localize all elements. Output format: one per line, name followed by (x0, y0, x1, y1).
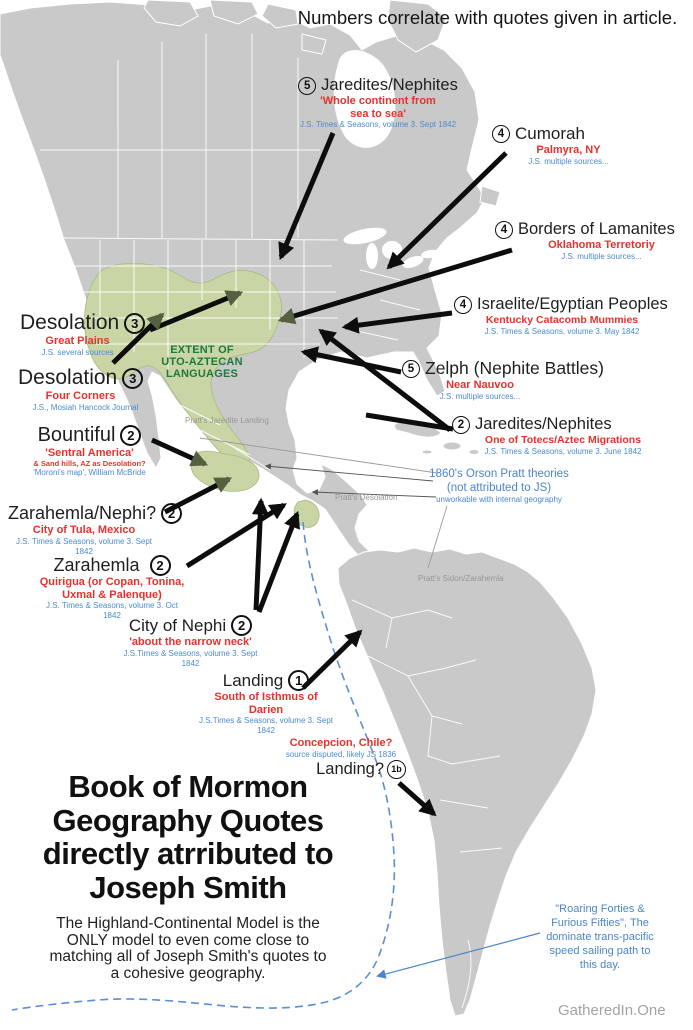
callout-source: J.S. multiple sources... (561, 251, 642, 261)
number-badge: 3 (124, 313, 145, 334)
orson-pratt-note: 1860's Orson Pratt theories (not attributed to JS) unworkable with internal geography (429, 468, 569, 504)
roaring-forties-note: "Roaring Forties & Furious Fifties", The dominate trans-pacific speed sailing path to this day. (546, 903, 654, 971)
callout-red-note: sea to sea' (350, 107, 406, 120)
callout-israelite (454, 295, 680, 337)
number-badge: 2 (150, 555, 171, 576)
callout-red-note: Four Corners (45, 390, 116, 402)
arrow-zarahemla (187, 505, 284, 566)
uto-aztecan-extent-label: EXTENT OF UTO-AZTECAN LANGUAGES (161, 344, 243, 380)
callout-red-note: Quirigua (or Copan, Tonina, (39, 576, 185, 588)
callout-source: J.S.Times & Seasons, volume 3. Sept 1842 (199, 716, 333, 735)
callout-red-note: 'Sentral America' (45, 447, 134, 459)
callout-title: Zarahemla (53, 555, 140, 575)
callout-source: J.S. multiple sources... (439, 391, 521, 401)
number-badge: 5 (402, 360, 420, 378)
number-badge: 1 (288, 670, 309, 691)
callout-title: Bountiful (37, 424, 116, 446)
callout-title: City of Nephi (128, 615, 227, 635)
newfoundland (480, 186, 500, 206)
map-label-pratts-jaredite-landing: Pratt's Jaredite Landing (185, 416, 269, 425)
number-badge: 2 (452, 416, 470, 434)
callout-title: Jaredites/Nephites (321, 76, 458, 94)
number-badge: 4 (495, 221, 513, 239)
callout-source: J.S. Times & Seasons, volume 3. Sept 1842 (15, 536, 153, 556)
callout-title: Landing (222, 670, 284, 690)
callout-source: 'Moroni's map', William McBride (33, 468, 146, 477)
number-badge: 2 (120, 425, 141, 446)
jamaica (422, 450, 432, 454)
callout-source: J.S.Times & Seasons, volume 3. Sept 1842 (123, 648, 258, 668)
callout-title: Landing? (316, 759, 384, 778)
callout-source: J.S., Mosiah Hancock Journal (32, 402, 139, 412)
top-note: Numbers correlate with quotes given in article. (297, 7, 678, 28)
callout-source: J.S. Times & Seasons, volume 3. Sept 1842 (299, 120, 457, 129)
arrow-city-of-nephi-2 (259, 514, 297, 612)
map-label-pratts-sidon: Pratt's Sidon/Zarahemla (418, 574, 504, 583)
callout-red-note: Oklahoma Terretoriy (548, 239, 655, 251)
callout-title: Jaredites/Nephites (475, 415, 612, 433)
green-guatemala (294, 500, 319, 527)
callout-zarahemla-nephi (8, 503, 176, 557)
callout-red-note: One of Totecs/Aztec Migrations (484, 434, 642, 446)
callout-source: J.S. multiple sources... (528, 156, 609, 166)
callout-city-of-nephi (118, 615, 263, 669)
callout-source: J.S. Times & Seasons, volume 3. June 1842 (484, 446, 642, 456)
callout-title: Israelite/Egyptian Peoples (477, 295, 668, 313)
callout-source: J.S. several sources (41, 347, 114, 357)
callout-source: source disputed, likely JS 1836 (285, 749, 397, 759)
callout-red-note: South of Isthmus of Darien (214, 691, 318, 716)
callout-red-note: Concepcion, Chile? (289, 737, 393, 749)
callout-title: Borders of Lamanites (518, 220, 675, 238)
number-badge: 4 (454, 296, 472, 314)
map-label-pratts-desolation: Pratt's Desolation (335, 493, 398, 502)
callout-red-note: Kentucky Catacomb Mummies (485, 314, 639, 326)
callout-title: Zelph (Nephite Battles) (425, 358, 604, 378)
callout-red-note: & Sand hills, AZ as Desolation? (33, 458, 146, 468)
callout-jaredites-north (288, 76, 468, 130)
callout-red-note: Near Nauvoo (446, 379, 514, 391)
callout-source: J.S. Times & Seasons, volume 3. May 1842 (484, 326, 640, 336)
callout-borders-lamanites (495, 220, 685, 262)
number-badge: 5 (298, 77, 316, 95)
callout-title: Desolation (18, 366, 118, 389)
page-subtitle: The Highland-Continental Model is the ONLY model to even come close to matching all of Joseph Smith's quotes to a cohesive geography. (49, 915, 327, 982)
callout-desolation-plains (20, 311, 165, 358)
callout-red-note: 'about the narrow neck' (129, 636, 252, 648)
callout-source: J.S. Times & Seasons, volume 3. Oct 1842 (45, 601, 179, 620)
page-title: Book of Mormon Geography Quotes directly atrributed to Joseph Smith (42, 769, 334, 905)
number-badge: 3 (122, 368, 143, 389)
callout-title: Cumorah (515, 124, 585, 143)
callout-zarahemla (38, 555, 186, 621)
callout-zelph (402, 358, 642, 402)
callout-desolation-corners (18, 366, 163, 413)
callout-jaredites-totec (452, 415, 652, 457)
number-badge: 2 (231, 615, 252, 636)
callout-cumorah (492, 124, 622, 167)
lake-michigan (366, 243, 378, 269)
number-badge: 4 (492, 125, 510, 143)
callout-red-note: City of Tula, Mexico (32, 524, 136, 536)
callout-red-note: Palmyra, NY (536, 144, 601, 156)
number-badge: 2 (161, 503, 182, 524)
callout-red-note: 'Whole continent from (320, 95, 436, 107)
credit-watermark: GatheredIn.One (558, 1002, 666, 1019)
number-badge: 1b (387, 760, 406, 779)
callout-landing (196, 670, 336, 736)
callout-red-note: Great Plains (45, 335, 110, 347)
callout-title: Desolation (20, 311, 120, 334)
callout-title: Zarahemla/Nephi? (8, 503, 157, 523)
callout-bountiful (22, 424, 157, 478)
arrow-city-of-nephi-1 (256, 501, 261, 610)
callout-red-note: Uxmal & Palenque) (62, 588, 162, 601)
